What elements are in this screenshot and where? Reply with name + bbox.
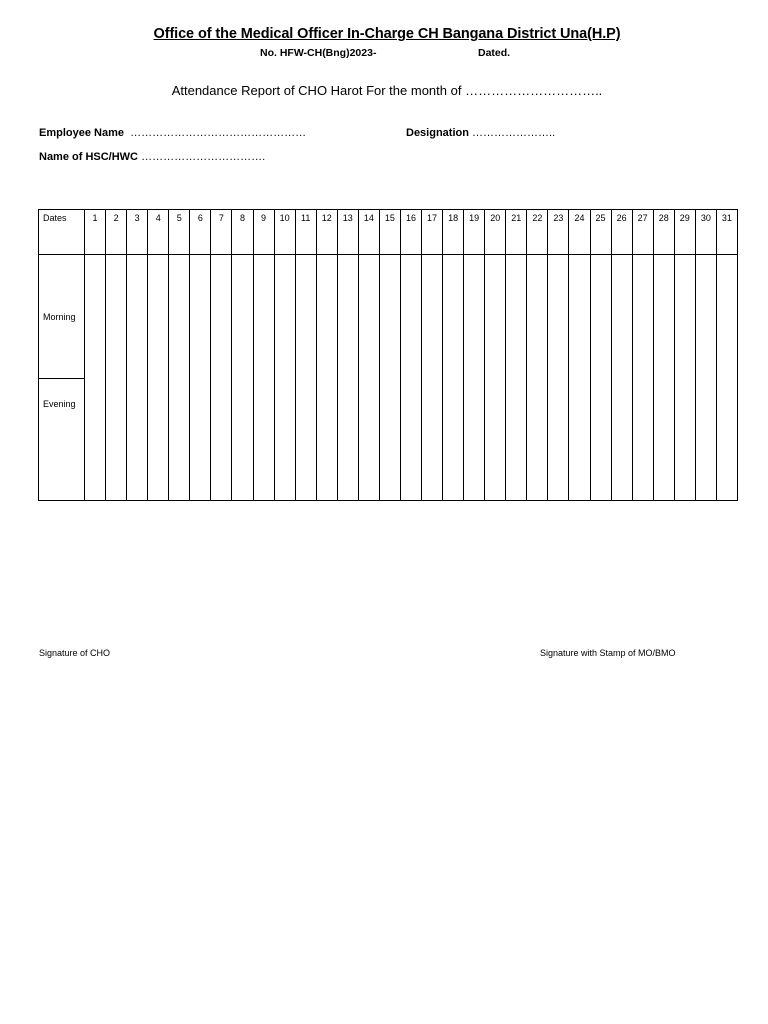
attendance-cell-day-3[interactable] xyxy=(127,255,148,501)
attendance-cell-day-4[interactable] xyxy=(148,255,169,501)
attendance-cell-day-13[interactable] xyxy=(337,255,358,501)
day-header-6: 6 xyxy=(190,210,211,255)
day-header-1: 1 xyxy=(85,210,106,255)
day-header-31: 31 xyxy=(716,210,737,255)
day-header-13: 13 xyxy=(337,210,358,255)
day-header-12: 12 xyxy=(316,210,337,255)
day-header-17: 17 xyxy=(422,210,443,255)
attendance-cell-day-1[interactable] xyxy=(85,255,106,501)
attendance-cell-day-6[interactable] xyxy=(190,255,211,501)
attendance-cell-day-27[interactable] xyxy=(632,255,653,501)
attendance-cell-day-10[interactable] xyxy=(274,255,295,501)
designation-label: Designation xyxy=(406,127,469,139)
day-header-2: 2 xyxy=(106,210,127,255)
office-title: Office of the Medical Officer In-Charge CH Bangana District Una(H.P) xyxy=(153,26,621,42)
dated-label: Dated. xyxy=(478,47,511,59)
attendance-cell-day-23[interactable] xyxy=(548,255,569,501)
day-header-5: 5 xyxy=(169,210,190,255)
attendance-cell-day-22[interactable] xyxy=(527,255,548,501)
signature-cho: Signature of CHO xyxy=(39,648,111,658)
day-header-30: 30 xyxy=(695,210,716,255)
attendance-cell-day-2[interactable] xyxy=(106,255,127,501)
morning-label: Morning xyxy=(39,255,85,379)
dates-label: Dates xyxy=(39,210,85,255)
attendance-cell-day-18[interactable] xyxy=(443,255,464,501)
signature-mo-bmo: Signature with Stamp of MO/BMO xyxy=(540,648,676,658)
attendance-table xyxy=(38,209,738,501)
attendance-cell-day-31[interactable] xyxy=(716,255,737,501)
day-header-11: 11 xyxy=(295,210,316,255)
day-header-23: 23 xyxy=(548,210,569,255)
day-header-27: 27 xyxy=(632,210,653,255)
day-header-10: 10 xyxy=(274,210,295,255)
employee-name-field xyxy=(39,127,306,139)
attendance-cell-day-14[interactable] xyxy=(358,255,379,501)
day-header-8: 8 xyxy=(232,210,253,255)
day-header-25: 25 xyxy=(590,210,611,255)
hsc-value: ……………………………. xyxy=(141,151,266,163)
day-header-4: 4 xyxy=(148,210,169,255)
day-header-26: 26 xyxy=(611,210,632,255)
attendance-cell-day-24[interactable] xyxy=(569,255,590,501)
attendance-cell-day-7[interactable] xyxy=(211,255,232,501)
morning-row xyxy=(39,255,738,379)
day-header-15: 15 xyxy=(379,210,400,255)
day-header-22: 22 xyxy=(527,210,548,255)
attendance-cell-day-26[interactable] xyxy=(611,255,632,501)
attendance-cell-day-21[interactable] xyxy=(506,255,527,501)
attendance-cell-day-29[interactable] xyxy=(674,255,695,501)
attendance-cell-day-25[interactable] xyxy=(590,255,611,501)
day-header-29: 29 xyxy=(674,210,695,255)
day-header-7: 7 xyxy=(211,210,232,255)
day-header-24: 24 xyxy=(569,210,590,255)
dates-header-row xyxy=(39,210,738,255)
day-header-19: 19 xyxy=(464,210,485,255)
day-header-16: 16 xyxy=(400,210,421,255)
day-header-28: 28 xyxy=(653,210,674,255)
day-header-9: 9 xyxy=(253,210,274,255)
employee-name-label: Employee Name xyxy=(39,127,124,139)
designation-field xyxy=(406,127,555,139)
day-header-20: 20 xyxy=(485,210,506,255)
day-header-3: 3 xyxy=(127,210,148,255)
attendance-cell-day-5[interactable] xyxy=(169,255,190,501)
employee-name-value: ………………………………………… xyxy=(130,127,307,139)
day-header-21: 21 xyxy=(506,210,527,255)
attendance-cell-day-9[interactable] xyxy=(253,255,274,501)
attendance-cell-day-15[interactable] xyxy=(379,255,400,501)
day-header-18: 18 xyxy=(443,210,464,255)
hsc-field xyxy=(39,151,265,163)
evening-label: Evening xyxy=(39,379,85,501)
attendance-cell-day-12[interactable] xyxy=(316,255,337,501)
attendance-cell-day-17[interactable] xyxy=(422,255,443,501)
attendance-cell-day-30[interactable] xyxy=(695,255,716,501)
attendance-cell-day-16[interactable] xyxy=(400,255,421,501)
attendance-cell-day-8[interactable] xyxy=(232,255,253,501)
attendance-cell-day-19[interactable] xyxy=(464,255,485,501)
day-header-14: 14 xyxy=(358,210,379,255)
reference-number: No. HFW-CH(Bng)2023- xyxy=(260,47,377,59)
report-title: Attendance Report of CHO Harot For the month of ………………………….. xyxy=(171,83,603,98)
attendance-cell-day-11[interactable] xyxy=(295,255,316,501)
attendance-cell-day-20[interactable] xyxy=(485,255,506,501)
hsc-label: Name of HSC/HWC xyxy=(39,151,139,163)
attendance-cell-day-28[interactable] xyxy=(653,255,674,501)
designation-value: ………………….. xyxy=(472,127,556,139)
